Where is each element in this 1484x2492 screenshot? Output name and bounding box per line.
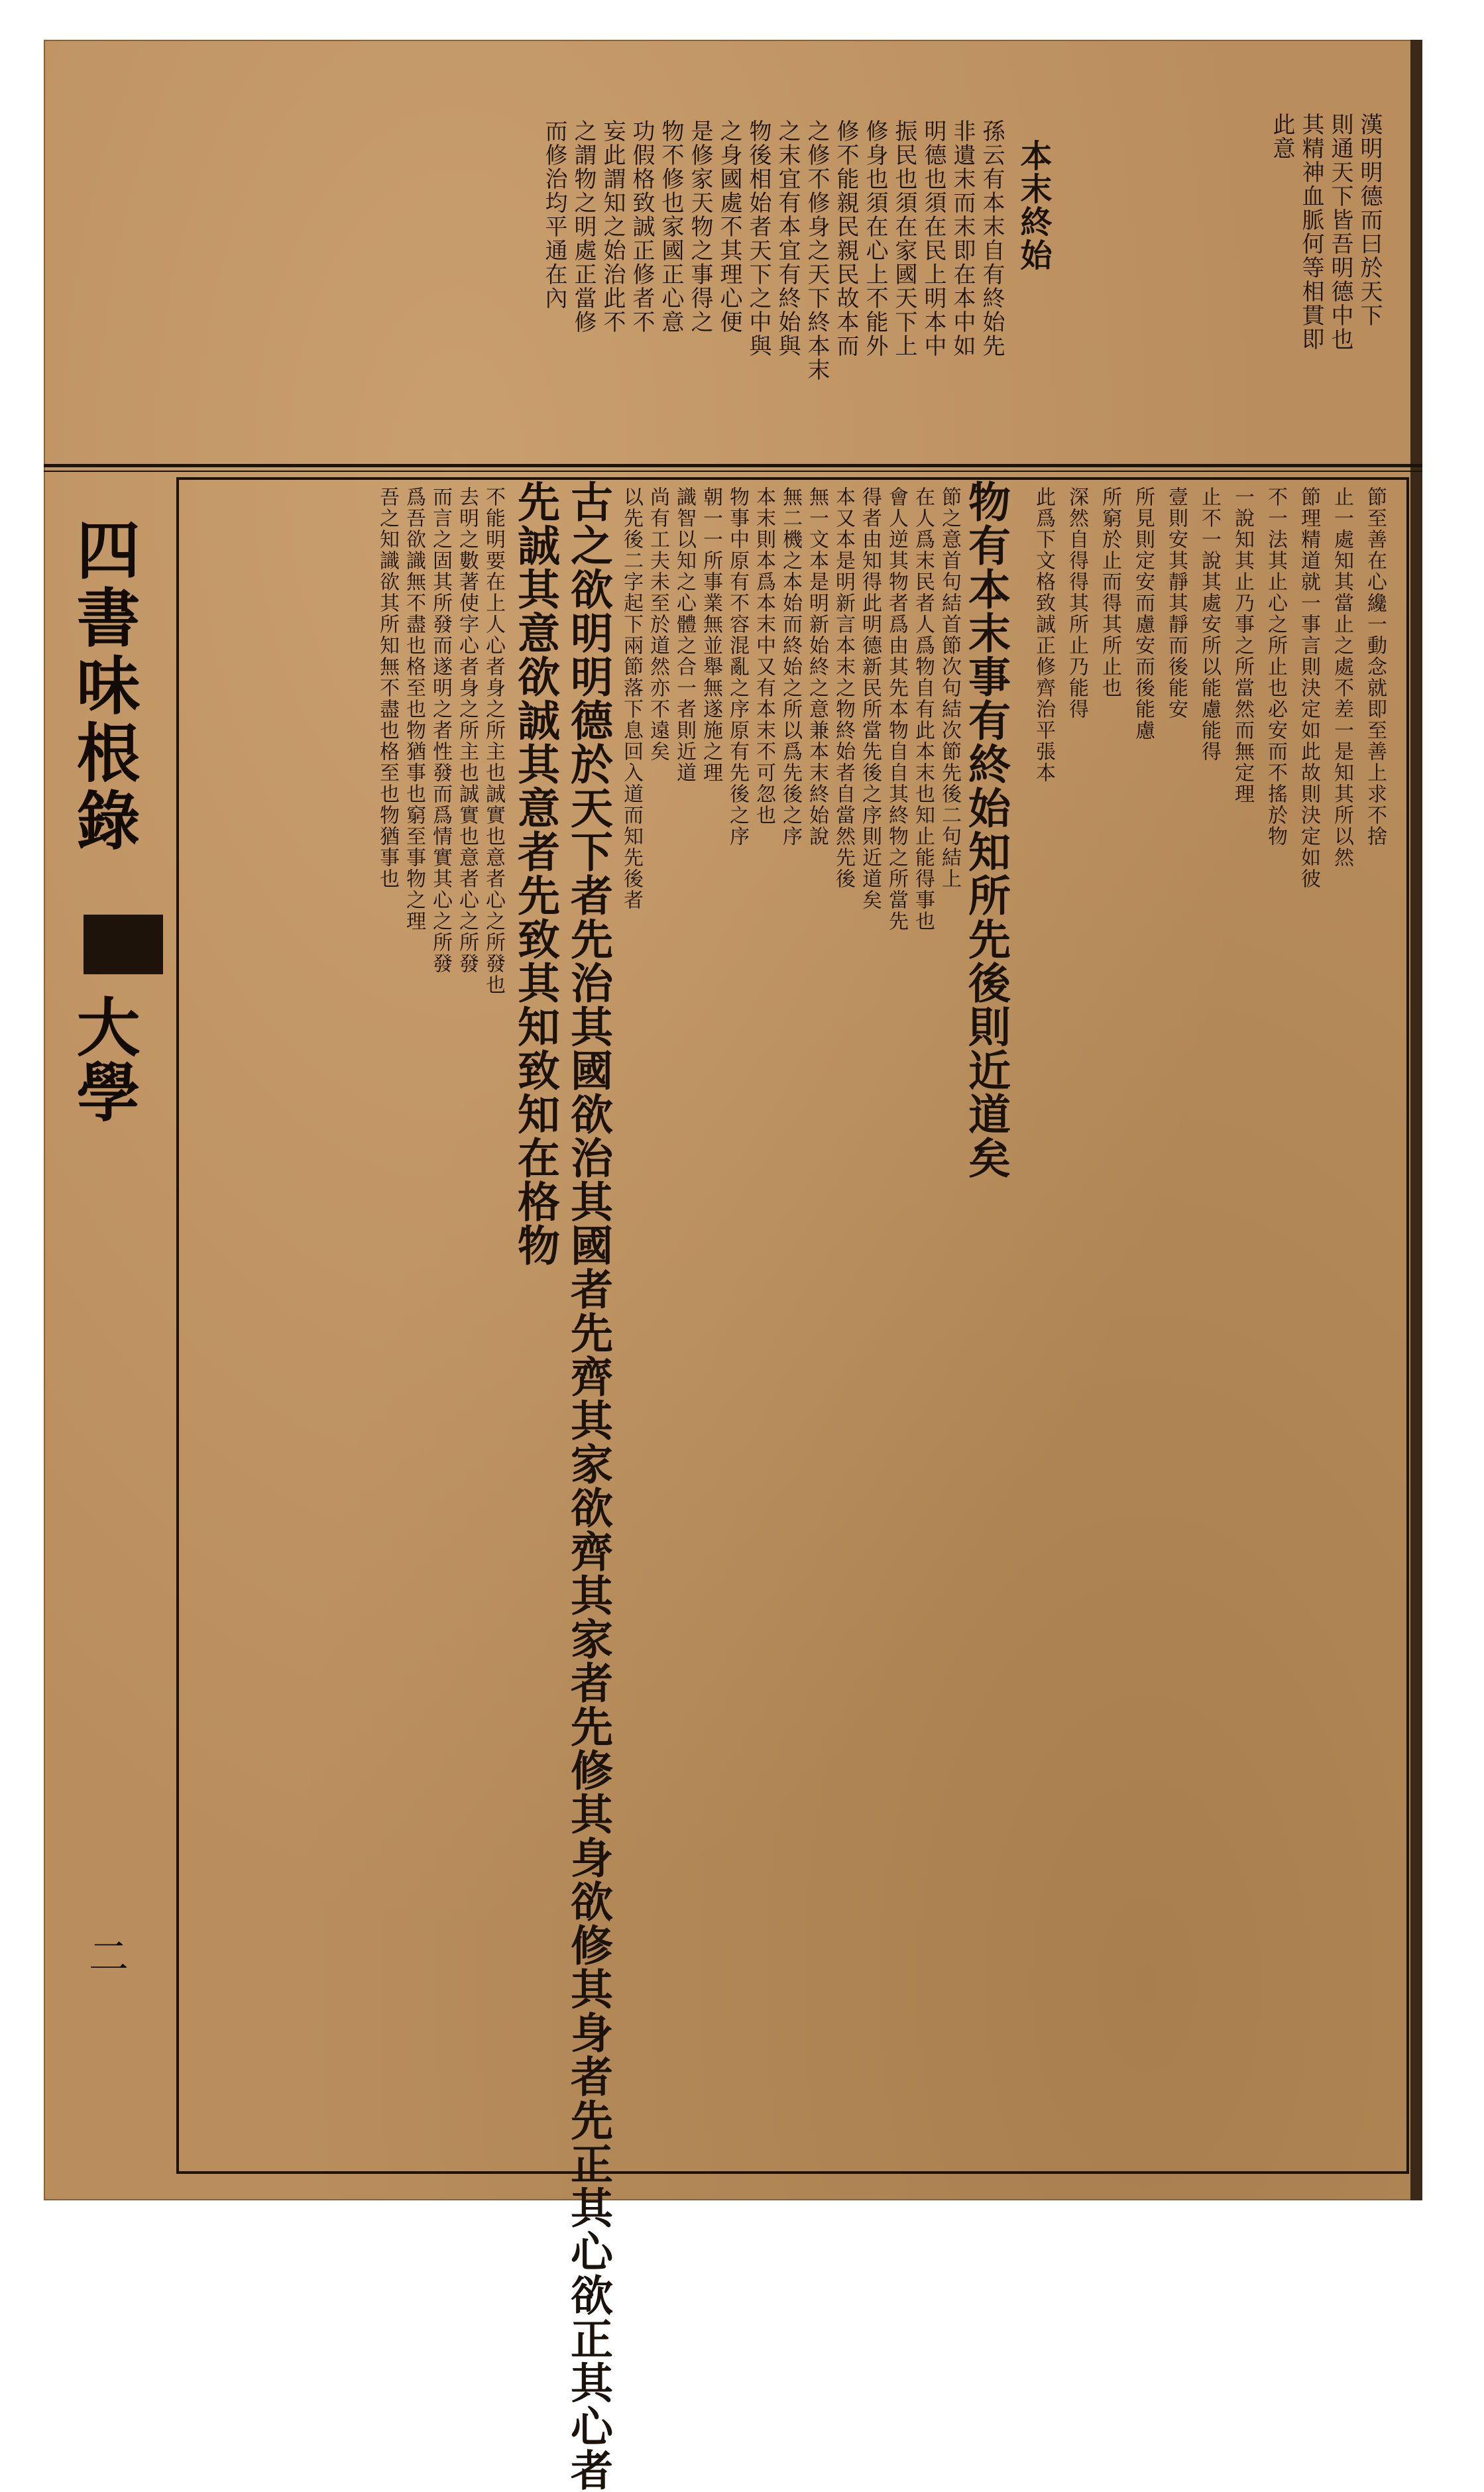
commentary-column: 本又本是明新言本末之物終始者自當然先後 [832,486,855,889]
upper-commentary-line: 之身國處不其理心便 [716,119,742,334]
interlinear-note: 所窮於止而得其所止也 [1098,486,1121,699]
commentary-column: 無一文本是明新始終之意兼本末終始說 [805,486,828,847]
commentary-column: 而言之固其所發而遂明之者性發而爲情實其心之所發 [429,486,452,974]
commentary-column: 無二機之本始而終始之所以爲先後之序 [779,486,802,847]
main-text-frame [176,477,1409,2492]
upper-commentary-line: 物後相始者天下之中與 [745,119,771,358]
interlinear-note: 節理精道就一事言則決定如此故則決定如彼 [1297,486,1320,889]
commentary-column: 識智以知之心體之合一者則近道 [673,486,696,783]
upper-commentary-line: 之末宜有本宜有終始與 [774,119,801,358]
commentary-column: 爲吾欲識無不盡也格至也物猶事也窮至事物之理 [402,486,426,932]
commentary-column: 得者由知得此明德新民所當先後之序則近道矣 [858,486,882,911]
commentary-column: 本末則本爲本末中又有本末不可忽也 [752,486,775,826]
commentary-column: 不能明要在上人心者身之所主也誠實也意者心之所發也 [482,486,505,995]
interlinear-note: 止一處知其當止之處不差一是知其所以然 [1330,486,1353,868]
upper-commentary-line: 修不能親民親民故本而 [832,119,859,358]
upper-commentary-line: 是修家天物之事得之 [687,119,713,334]
commentary-column: 朝一一所事業無並舉無遂施之理 [699,486,722,783]
upper-commentary-line: 之謂物之明處正當修 [570,119,597,334]
upper-commentary-line: 此意 [1269,113,1295,160]
interlinear-note: 一說知其止乃事之所當然而無定理 [1231,486,1254,805]
interlinear-note: 此爲下文格致誠正修齊治平張本 [1032,486,1055,783]
commentary-column: 吾之知識欲其所知無不盡也格至也物猶事也 [376,486,399,889]
upper-divider-thin [44,471,1422,472]
upper-commentary-line: 其精神血脈何等相貫即 [1298,113,1324,351]
upper-commentary-line: 修身也須在心上不能外 [862,119,888,358]
commentary-column: 節之意首句結首節次句結次節先後二句結上 [938,486,961,889]
interlinear-note: 深然自得得其所止乃能得 [1065,486,1088,720]
upper-heading: 本末終始 [1015,139,1052,272]
main-text-column: 先誠其意欲誠其意者先致其知致知在格物 [510,480,560,1267]
upper-divider [44,464,1422,467]
upper-commentary-area [44,40,1422,464]
upper-commentary-line: 振民也須在家國天下上 [891,119,917,358]
interlinear-note: 不一法其止心之所止也必安而不搖於物 [1264,486,1287,847]
commentary-column: 會人逆其物者爲由其先本物自自其終物之所當先 [885,486,908,932]
commentary-column: 在人爲末民者人爲物自有此本末也知止能得事也 [911,486,935,932]
main-text-column: 物有本末事有終始知所先後則近道矣 [961,480,1011,1180]
upper-commentary-line: 之修不修身之天下終本末 [803,119,830,382]
book-title: 四書味根錄 [66,517,141,855]
upper-commentary-line: 明德也須在民上明本中 [920,119,946,358]
interlinear-note: 止不一說其處安所以能慮能得 [1198,486,1221,762]
spine-margin [44,477,173,2174]
upper-commentary-line: 孫云有本末自有終始先 [978,119,1005,358]
upper-commentary-line: 則通天下皆吾明德中也 [1327,113,1353,351]
commentary-column: 物事中原有不容混亂之序原有先後之序 [726,486,749,847]
main-text-column: 古之欲明明德於天下者先治其國欲治其國者先齊其家欲齊其家者先修其身欲修其身者先正其心欲正其心者 [563,480,613,2492]
page-number: 二 [82,1935,129,1976]
section-title: 大學 [66,994,141,1124]
commentary-column: 尚有工夫未至於道然亦不遠矣 [646,486,669,762]
upper-commentary-line: 功假格致誠正修者不 [628,119,655,334]
upper-commentary-line: 非遺末而末即在本中如 [949,119,976,358]
interlinear-note: 所見則定安而慮安而後能慮 [1131,486,1155,741]
upper-commentary-line: 漢明明德而曰於天下 [1356,113,1383,327]
book-page [44,40,1422,2492]
interlinear-note: 壹則安其靜其靜而後能安 [1165,486,1188,720]
section-marker [84,915,163,974]
upper-commentary-line: 物不修也家國正心意 [657,119,684,334]
commentary-column: 以先後二字起下兩節落下息回入道而知先後者 [620,486,643,911]
upper-commentary-line: 妄此謂知之始治此不 [599,119,626,334]
commentary-column: 去明之數著使字心者身之所主也誠實也意者心之所發 [455,486,479,974]
interlinear-note: 節至善在心纔一動念就即至善上求不捨 [1363,486,1387,847]
upper-commentary-line: 而修治均平通在內 [541,119,567,310]
